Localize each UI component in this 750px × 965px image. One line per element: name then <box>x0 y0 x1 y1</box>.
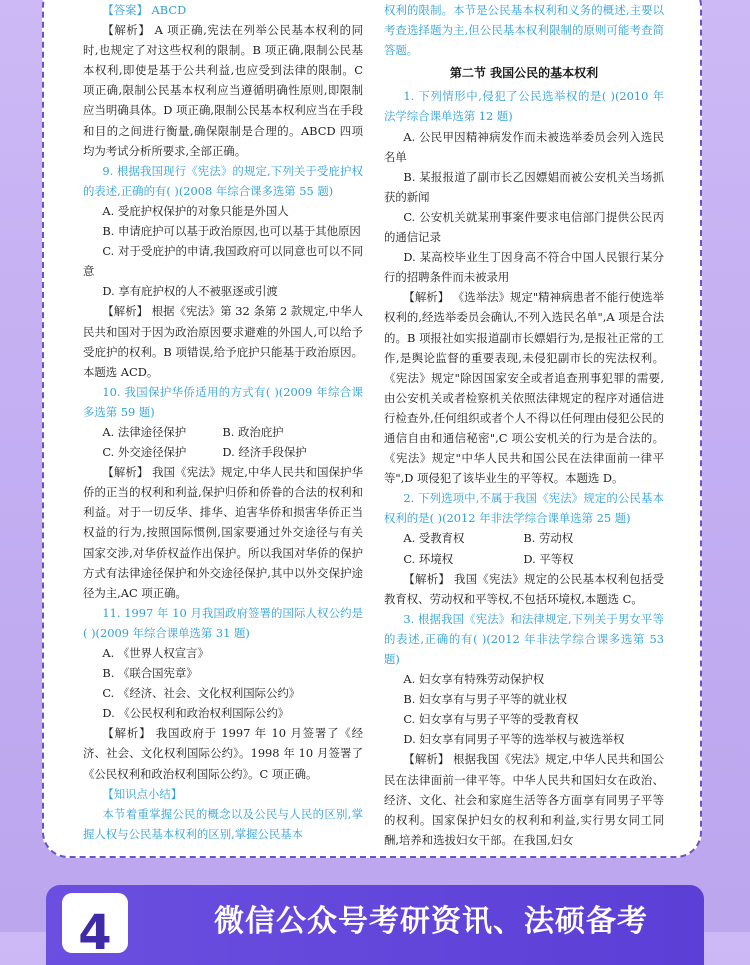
option-11a: A. 《世界人权宣言》 <box>102 646 209 660</box>
analysis-3: 【解析】 根据我国《宪法》规定,中华人民共和国公民在法律面前一律平等。中华人民共和国妇女在政治、经济、文化、社会和家庭生活等各方面享有同男子平等的权利。国家保护妇女的权利和利益,实行男女同工同酬,培养和选拔妇女干部。在我国,妇女 <box>384 752 664 847</box>
step-badge <box>62 893 128 961</box>
question-10: 10. 我国保护华侨适用的方式有( )(2009 年综合课多选第 59 题) <box>83 384 363 419</box>
options-10-row1: A. 法律途径保护 B. 政治庇护 <box>102 424 284 439</box>
question-2: 2. 下列选项中,不属于我国《宪法》规定的公民基本权利的是( )(2012 年非法学综合课单选第 25 题) <box>384 491 664 526</box>
options-10-row2: C. 外交途径保护 D. 经济手段保护 <box>102 445 307 460</box>
step-number: 4 <box>78 905 112 961</box>
option-11b: B. 《联合国宪章》 <box>102 666 198 681</box>
option-3c: C. 妇女享有与男子平等的受教育权 <box>403 712 579 727</box>
question-9: 9. 根据我国现行《宪法》的规定,下列关于受庇护权的表述,正确的有( )(2008 年综合课多选第 55 题) <box>83 163 363 198</box>
question-3: 3. 根据我国《宪法》和法律规定,下列关于男女平等的表述,正确的有( )(2012 年非法学综合课多选第 53 题) <box>384 611 664 666</box>
option-3d: D. 妇女享有同男子平等的选举权与被选举权 <box>403 732 625 747</box>
option-9c: C. 对于受庇护的申请,我国政府可以同意也可以不同意 <box>83 244 363 279</box>
analysis-1: 【解析】 《选举法》规定"精神病患者不能行使选举权利的,经选举委员会确认,不列入选民名单",A 项是合法的。B 项报社如实报道副市长嫖娼行为,是报社正常的工作,是舆论监督的重要表现,未侵犯副市长的宪法权利。《宪法》规定"除因国家安全或者追查刑事犯罪的需要,由公安机关或者检察机关依照法律规定的程序对通信进行检查外,任何组织或者个人不得以任何理由侵犯公民的通信自由和通信秘密",C 项公安机关的行为是合法的。《宪法》规定"中华人民共和国公民在法律面前一律平等",D 项侵犯了该毕业生的平等权。本题选 D。 <box>384 290 664 486</box>
answer-line: 【答案】 ABCD <box>102 3 187 17</box>
option-3a: A. 妇女享有特殊劳动保护权 <box>403 672 545 687</box>
option-9d: D. 享有庇护权的人不被驱逐或引渡 <box>102 284 278 299</box>
analysis-8: 【解析】 A 项正确,宪法在列举公民基本权利的同时,也规定了对这些权利的限制。B 项正确,限制公民基本权利,即使是基于公共利益,也应受到法律的限制。C 项正确,限制公民基本权利应当遵循明确性原则,即限制应当明确具体。D 项正确,限制公民基本权利应当在手段和目的之间进行衡量,确保限制是合理的。ABCD 四项均为考试分析所要求,全部正确。 <box>83 23 363 158</box>
option-1b: B. 某报报道了副市长乙因嫖娼而被公安机关当场抓获的新闻 <box>384 169 664 204</box>
summary-continued: 权利的限制。本节是公民基本权利和义务的概述,主要以考查选择题为主,但公民基本权利限制的原则可能考查简答题。 <box>384 3 664 58</box>
analysis-11: 【解析】 我国政府于 1997 年 10 月签署了《经济、社会、文化权利国际公约》。1998 年 10 月签署了《公民权利和政治权利国际公约》。C 项正确。 <box>83 726 363 781</box>
option-1a: A. 公民甲因精神病发作而未被选举委员会列入选民名单 <box>384 129 664 164</box>
option-3b: B. 妇女享有与男子平等的就业权 <box>403 692 568 707</box>
left-column <box>83 0 363 844</box>
analysis-9: 【解析】 根据《宪法》第 32 条第 2 款规定,中华人民共和国对于因为政治原因要求避难的外国人,可以给予受庇护的权利。B 项错误,给予庇护只能基于政治原因。本题选 ACD。 <box>83 304 363 379</box>
question-1: 1. 下列情形中,侵犯了公民选举权的是( )(2010 年法学综合课单选第 12 题) <box>384 89 664 124</box>
summary-text: 本节着重掌握公民的概念以及公民与人民的区别,掌握人权与公民基本权利的区别,掌握公民基本 <box>83 806 363 841</box>
summary-heading: 【知识点小结】 <box>102 786 183 801</box>
options-2-row1: A. 受教育权 B. 劳动权 <box>403 531 574 546</box>
right-column <box>384 0 664 850</box>
option-9a: A. 受庇护权保护的对象只能是外国人 <box>102 203 289 218</box>
question-11: 11. 1997 年 10 月我国政府签署的国际人权公约是( )(2009 年综合课单选第 31 题) <box>83 605 363 640</box>
banner-text: 微信公众号考研资讯、法硕备考 <box>214 904 648 939</box>
option-1d: D. 某高校毕业生丁因身高不符合中国人民银行某分行的招聘条件而未被录用 <box>384 250 664 285</box>
options-2-row2: C. 环境权 D. 平等权 <box>403 551 574 566</box>
analysis-2: 【解析】 我国《宪法》规定的公民基本权利包括受教育权、劳动权和平等权,不包括环境权,本题选 C。 <box>384 571 664 606</box>
option-9b: B. 申请庇护可以基于政治原因,也可以基于其他原因 <box>102 224 361 239</box>
analysis-10: 【解析】 我国《宪法》规定,中华人民共和国保护华侨的正当的权利和利益,保护归侨和侨眷的合法的权利和利益。对于一切反华、排华、迫害华侨和损害华侨正当权益的行为,按照国际惯例,国家要通过外交途径与有关国家交涉,对华侨权益作出保护。所以我国对华侨的保护方式有法律途径保护和外交途径保护,其中以外交保护途径为主,AC 项正确。 <box>83 465 363 600</box>
option-11c: C. 《经济、社会、文化权利国际公约》 <box>102 686 301 701</box>
section-title: 第二节 我国公民的基本权利 <box>449 66 599 81</box>
option-1c: C. 公安机关就某刑事案件要求电信部门提供公民丙的通信记录 <box>384 209 664 245</box>
option-11d: D. 《公民权利和政治权利国际公约》 <box>102 706 290 721</box>
